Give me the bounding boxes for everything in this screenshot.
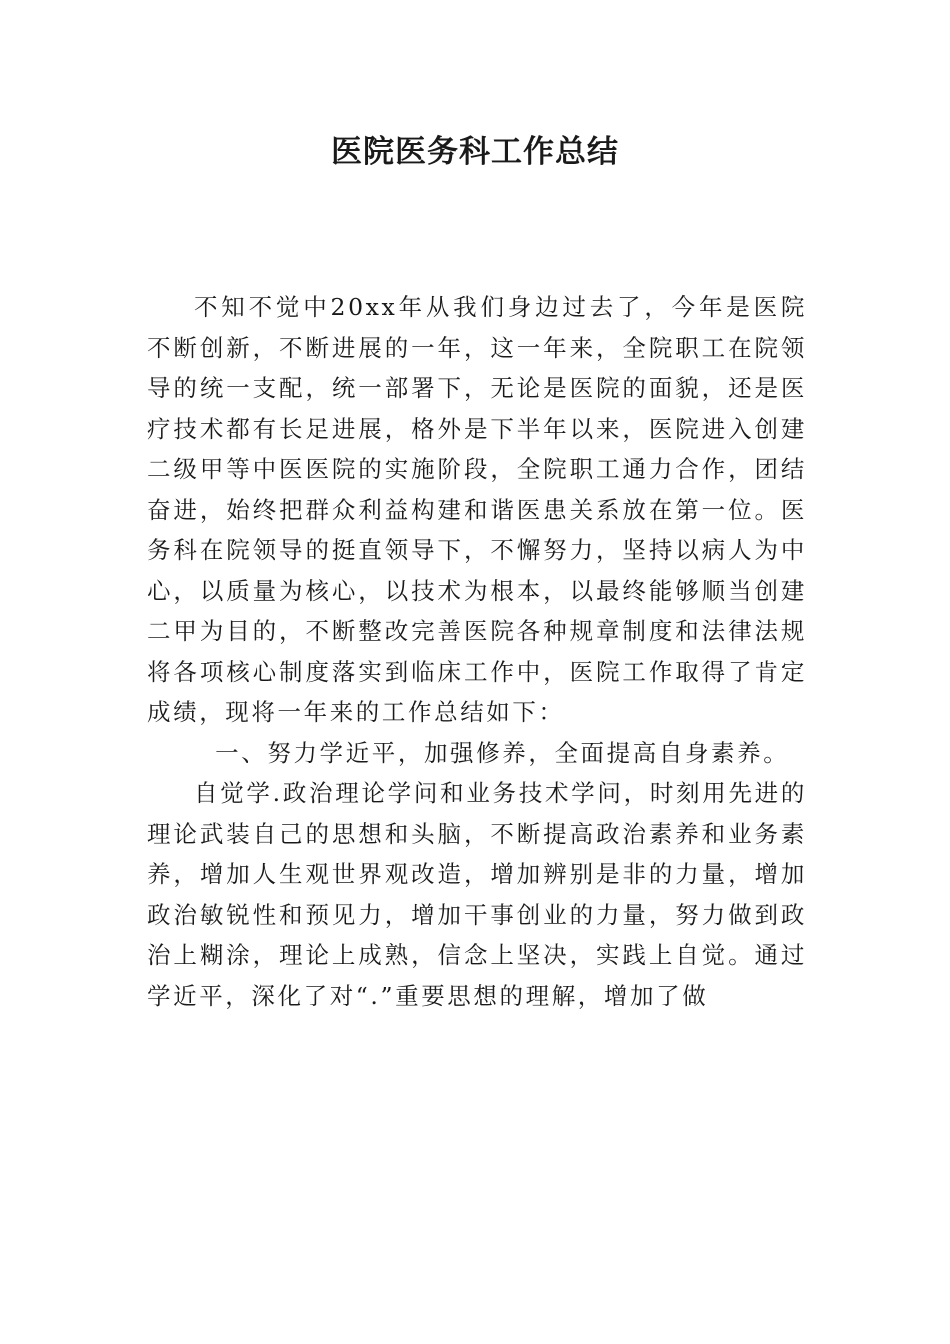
section-1-paragraph: 自觉学.政治理论学问和业务技术学问，时刻用先进的理论武装自己的思想和头脑，不断提高政治素养和业务素养，增加人生观世界观改造，增加辨别是非的力量，增加政治敏锐性和预见力，增加干事创业的力量，努力做到政治上糊涂，理论上成熟，信念上坚决，实践上自觉。通过学近平，深化了对“.”重要思想的理解，增加了做 (147, 779, 807, 1010)
section-heading-1: 一、努力学近平，加强修养，全面提高自身素养。 (215, 738, 790, 767)
intro-paragraph: 不知不觉中20xx年从我们身边过去了，今年是医院不断创新，不断进展的一年，这一年来，全院职工在院领导的统一支配，统一部署下，无论是医院的面貌，还是医疗技术都有长足进展，格外是下半年以来，医院进入创建二级甲等中医医院的实施阶段，全院职工通力合作，团结奋进，始终把群众利益构建和谐医患关系放在第一位。医务科在院领导的挺直领导下，不懈努力，坚持以病人为中心，以质量为核心，以技术为根本，以最终能够顺当创建二甲为目的，不断整改完善医院各种规章制度和法律法规将各项核心制度落实到临床工作中，医院工作取得了肯定成绩，现将一年来的工作总结如下： (147, 293, 807, 726)
document-body (147, 287, 807, 1016)
document-title: 医院医务科工作总结 (331, 134, 619, 170)
